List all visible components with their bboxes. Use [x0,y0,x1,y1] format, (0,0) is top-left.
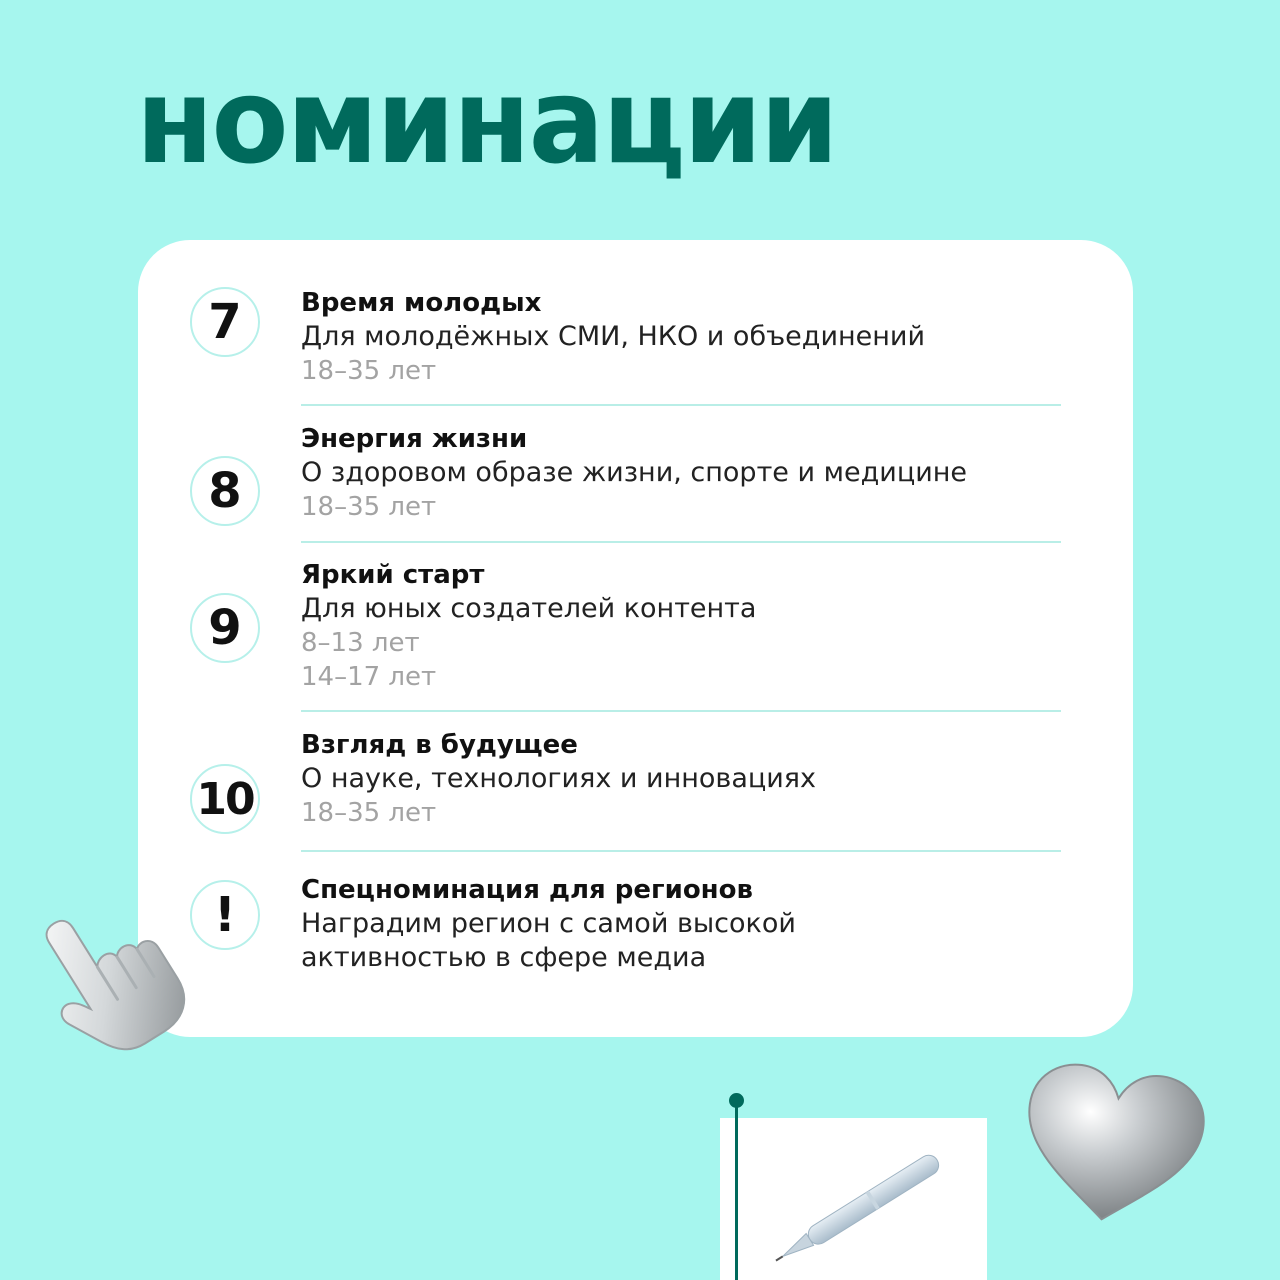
nomination-name: Яркий старт [301,560,485,590]
nomination-name: Взгляд в будущее [301,730,578,760]
pin-dot [729,1093,744,1108]
pin-line [735,1100,738,1280]
exclamation-badge: ! [190,880,260,950]
nomination-description: О здоровом образе жизни, спорте и медицине [301,457,968,488]
number-badge: 9 [190,593,260,663]
divider [301,850,1061,852]
age-range: 18–35 лет [301,798,437,828]
nomination-name: Время молодых [301,288,542,318]
age-range: 18–35 лет [301,356,437,386]
nomination-description: О науке, технологиях и инновациях [301,763,817,794]
number-badge: 7 [190,287,260,357]
pointing-hand-icon [28,890,198,1060]
fountain-pen-icon [760,1140,970,1270]
heart-icon [1015,1060,1210,1230]
divider [301,541,1061,543]
nomination-name: Спецноминация для регионов [301,875,753,905]
divider [301,404,1061,406]
nomination-name: Энергия жизни [301,424,528,454]
divider [301,710,1061,712]
nominations-card [138,240,1133,1037]
nomination-description: Для юных создателей контента [301,593,757,624]
page-title: номинации [136,52,837,190]
nomination-description: Для молодёжных СМИ, НКО и объединений [301,321,926,352]
number-badge: 10 [190,764,260,834]
number-badge: 8 [190,456,260,526]
age-range: 8–13 лет [301,628,420,658]
age-range: 14–17 лет [301,662,437,692]
nomination-description-line2: активностью в сфере медиа [301,942,707,973]
age-range: 18–35 лет [301,492,437,522]
nomination-description: Наградим регион с самой высокой [301,908,796,939]
